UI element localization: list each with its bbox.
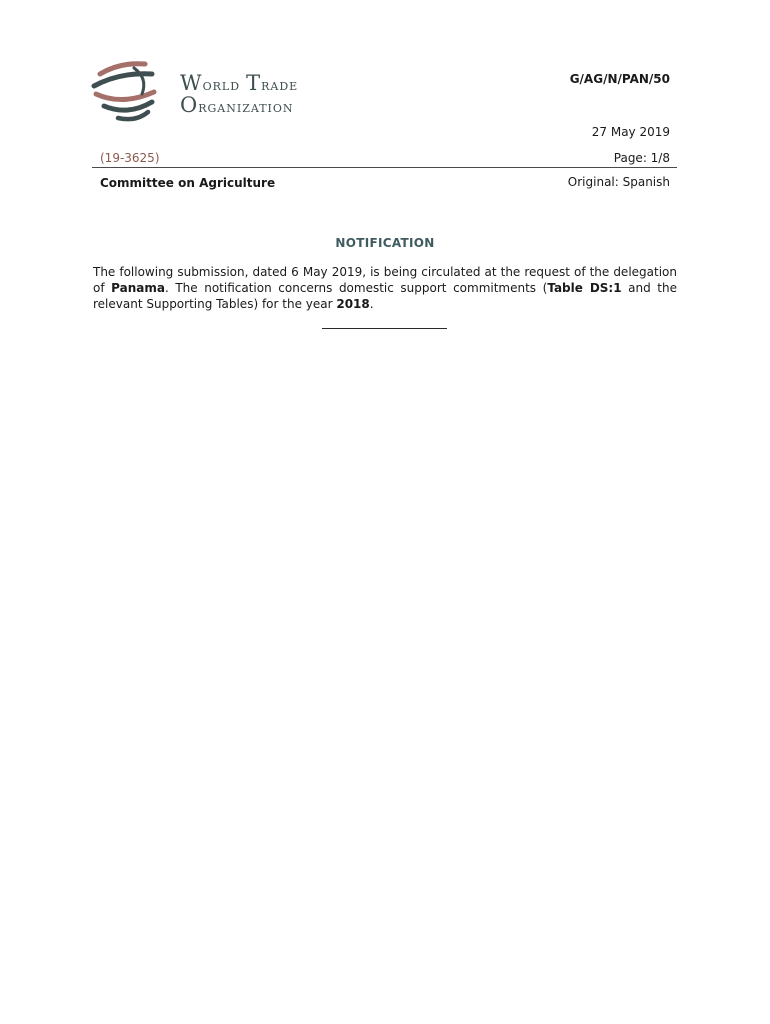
header-divider: [92, 167, 677, 168]
original-language: Original: Spanish: [567, 175, 670, 189]
wto-logo-wordmark: [180, 73, 298, 117]
notification-paragraph: The following submission, dated 6 May 2019, is being circulated at the request of the delegation of Panama. The notification concerns domestic support commitments (Table DS:1 and the relevant Supporting Tables) for the year 2018.: [93, 265, 677, 311]
committee-name: Committee on Agriculture: [100, 176, 276, 190]
table-reference: Table DS:1: [547, 281, 622, 295]
notification-year: 2018: [336, 297, 370, 311]
country-name: Panama: [111, 281, 165, 295]
document-symbol: G/AG/N/PAN/50: [569, 72, 670, 86]
job-number: (19-3625): [100, 151, 160, 165]
document-date: 27 May 2019: [591, 125, 670, 139]
logo-line-1: World Trade: [180, 71, 299, 95]
page-number: Page: 1/8: [613, 151, 670, 165]
wto-globe-swirl-icon: [90, 56, 160, 128]
logo-line-2: Organization: [180, 93, 294, 117]
notification-heading: NOTIFICATION: [335, 236, 435, 250]
wto-logo: [90, 56, 340, 128]
end-divider: [322, 328, 447, 329]
